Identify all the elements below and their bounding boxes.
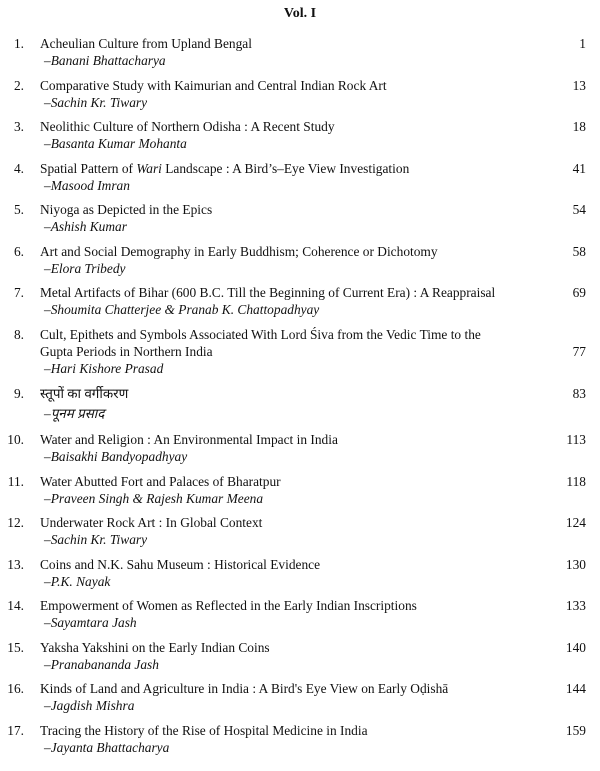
title-line: [0, 431, 600, 448]
entry-number: 16.: [7, 681, 24, 696]
page-number: 118: [566, 473, 586, 489]
toc-entry[interactable]: [0, 243, 600, 277]
page-number: 124: [565, 515, 586, 530]
title-text: Metal Artifacts of Bihar (600 B.C. Till the Beginning of Current Era) : A Reappraisal: [40, 285, 496, 300]
title-line: [0, 473, 600, 490]
page-number: 13: [572, 77, 586, 93]
page-number: 18: [572, 119, 586, 134]
entry-title[interactable]: [40, 326, 481, 343]
page-number: 83: [572, 386, 586, 401]
toc-entry[interactable]: [0, 77, 600, 111]
entry-number: 14.: [7, 598, 24, 613]
author-line: [0, 614, 600, 631]
entry-author: –Basanta Kumar Mohanta: [44, 136, 187, 151]
entry-title[interactable]: [40, 384, 128, 404]
title-line: [0, 556, 600, 573]
italic-term: Wari: [136, 160, 162, 176]
author-line: [0, 52, 600, 69]
title-line: [0, 343, 600, 360]
entry-title[interactable]: [40, 284, 495, 301]
page-number: 140: [565, 639, 586, 655]
toc-entry[interactable]: [0, 556, 600, 590]
author-line: [0, 260, 600, 277]
title-line: [0, 639, 600, 656]
entry-author: –Praveen Singh & Rajesh Kumar Meena: [44, 490, 264, 506]
entry-title[interactable]: [40, 35, 252, 52]
entry-number: 15.: [7, 639, 24, 655]
entry-author: –Jayanta Bhattacharya: [44, 739, 170, 755]
entry-author: –Sachin Kr. Tiwary: [44, 532, 148, 547]
title-text: Landscape : A Bird’s–Eye View Investigation: [161, 160, 410, 176]
entry-number: 13.: [7, 556, 24, 572]
entry-title[interactable]: [40, 473, 281, 490]
page-number: 159: [565, 722, 586, 738]
page-number: 144: [565, 681, 586, 696]
entry-author: –Baisakhi Bandyopadhyay: [44, 449, 188, 464]
toc-entry[interactable]: [0, 514, 600, 548]
page-number: 133: [565, 598, 586, 613]
author-line: [0, 573, 600, 590]
title-line: [0, 243, 600, 260]
entry-author: –Sayamtara Jash: [44, 615, 137, 630]
author-line: [0, 656, 600, 673]
entry-number: 12.: [7, 515, 24, 530]
title-text: Niyoga as Depicted in the Epics: [40, 202, 213, 217]
title-line: [0, 722, 600, 739]
entry-title[interactable]: [40, 597, 417, 614]
title-line: [0, 384, 600, 404]
author-line: [0, 360, 600, 377]
title-text: Underwater Rock Art : In Global Context: [40, 515, 263, 530]
page-number: 77: [572, 343, 586, 359]
title-text: Cult, Epithets and Symbols Associated With Lord Śiva from the Vedic Time to the: [40, 326, 481, 342]
toc-entry[interactable]: [0, 160, 600, 194]
entry-title[interactable]: [40, 243, 438, 260]
author-line: [0, 490, 600, 507]
entry-number: 7.: [13, 285, 24, 300]
entry-number: 1.: [13, 36, 24, 51]
entry-number: 3.: [13, 119, 24, 134]
entry-author: –Banani Bhattacharya: [44, 53, 166, 68]
entry-number: 17.: [7, 722, 24, 738]
author-line: [0, 218, 600, 235]
title-line: [0, 118, 600, 135]
author-line: [0, 94, 600, 111]
toc-entry[interactable]: [0, 431, 600, 465]
title-text: Neolithic Culture of Northern Odisha : A Recent Study: [40, 119, 335, 134]
title-line: [0, 597, 600, 614]
entry-author: –Hari Kishore Prasad: [44, 360, 164, 376]
title-text: Comparative Study with Kaimurian and Central Indian Rock Art: [40, 77, 387, 93]
entry-number: 6.: [13, 243, 24, 259]
page-number: 113: [566, 432, 586, 447]
entry-title[interactable]: [40, 639, 270, 656]
page-number: 54: [572, 202, 586, 217]
author-line: [0, 739, 600, 756]
entry-number: 8.: [13, 326, 24, 342]
title-text: Spatial Pattern of: [40, 160, 137, 176]
table-of-contents: [0, 35, 600, 763]
page-number: 58: [572, 243, 586, 259]
title-line: [0, 201, 600, 218]
title-text: Yaksha Yakshini on the Early Indian Coins: [40, 639, 270, 655]
title-text: Art and Social Demography in Early Buddhism; Coherence or Dichotomy: [40, 243, 438, 259]
title-text: Tracing the History of the Rise of Hospital Medicine in India: [40, 722, 368, 738]
toc-entry[interactable]: [0, 326, 600, 377]
toc-entry[interactable]: [0, 473, 600, 507]
author-line: [0, 531, 600, 548]
author-line: [0, 404, 600, 424]
entry-number: 5.: [13, 202, 24, 217]
title-line: [0, 514, 600, 531]
entry-number: 11.: [7, 473, 24, 489]
title-text: Empowerment of Women as Reflected in the Early Indian Inscriptions: [40, 598, 417, 613]
title-text: Water Abutted Fort and Palaces of Bharatpur: [40, 473, 281, 489]
entry-title[interactable]: [40, 77, 387, 94]
entry-number: 10.: [7, 432, 24, 447]
title-text: Kinds of Land and Agriculture in India : A Bird's Eye View on Early Oḍishā: [40, 681, 449, 696]
entry-title[interactable]: [40, 343, 213, 360]
entry-title[interactable]: [40, 160, 409, 177]
entry-author: –Shoumita Chatterjee & Pranab K. Chattopadhyay: [44, 302, 320, 317]
toc-entry[interactable]: [0, 35, 600, 69]
entry-author: –P.K. Nayak: [44, 573, 111, 589]
title-line: [0, 680, 600, 697]
toc-entry[interactable]: [0, 680, 600, 714]
toc-entry[interactable]: [0, 639, 600, 673]
toc-entry[interactable]: [0, 284, 600, 318]
title-line: [0, 326, 600, 343]
entry-title[interactable]: [40, 118, 335, 135]
title-text: Gupta Periods in Northern India: [40, 343, 213, 359]
entry-title[interactable]: [40, 722, 368, 739]
title-text: Water and Religion : An Environmental Impact in India: [40, 432, 338, 447]
author-line: [0, 697, 600, 714]
entry-author: –Pranabananda Jash: [44, 656, 159, 672]
page-number: 69: [572, 285, 586, 300]
toc-entry[interactable]: [0, 384, 600, 424]
toc-entry[interactable]: [0, 597, 600, 631]
entry-author: –Sachin Kr. Tiwary: [44, 94, 148, 110]
author-line: [0, 135, 600, 152]
entry-author: –Jagdish Mishra: [44, 698, 135, 713]
toc-entry[interactable]: [0, 722, 600, 756]
title-text: Acheulian Culture from Upland Bengal: [40, 36, 252, 51]
title-text: स्तूपों का वर्गीकरण: [40, 386, 129, 401]
entry-author: –Masood Imran: [44, 177, 130, 193]
entry-number: 2.: [13, 77, 24, 93]
toc-entry[interactable]: [0, 118, 600, 152]
title-text: Coins and N.K. Sahu Museum : Historical Evidence: [40, 556, 321, 572]
entry-number: 9.: [13, 386, 24, 401]
entry-title[interactable]: [40, 556, 320, 573]
entry-author: –Elora Tribedy: [44, 260, 126, 276]
title-line: [0, 160, 600, 177]
title-line: [0, 284, 600, 301]
entry-title[interactable]: [40, 680, 448, 697]
page-number: 130: [565, 556, 586, 572]
entry-number: 4.: [13, 160, 24, 176]
entry-author: –Ashish Kumar: [44, 219, 127, 234]
entry-title[interactable]: [40, 514, 262, 531]
author-line: [0, 301, 600, 318]
title-line: [0, 35, 600, 52]
entry-author: –पूनम प्रसाद: [44, 406, 105, 421]
author-line: [0, 177, 600, 194]
page-number: 1: [579, 36, 586, 51]
entry-title[interactable]: [40, 201, 212, 218]
page-number: 41: [572, 160, 586, 176]
entry-title[interactable]: [40, 431, 338, 448]
volume-heading: Vol. I: [283, 6, 317, 21]
author-line: [0, 448, 600, 465]
toc-entry[interactable]: [0, 201, 600, 235]
title-line: [0, 77, 600, 94]
